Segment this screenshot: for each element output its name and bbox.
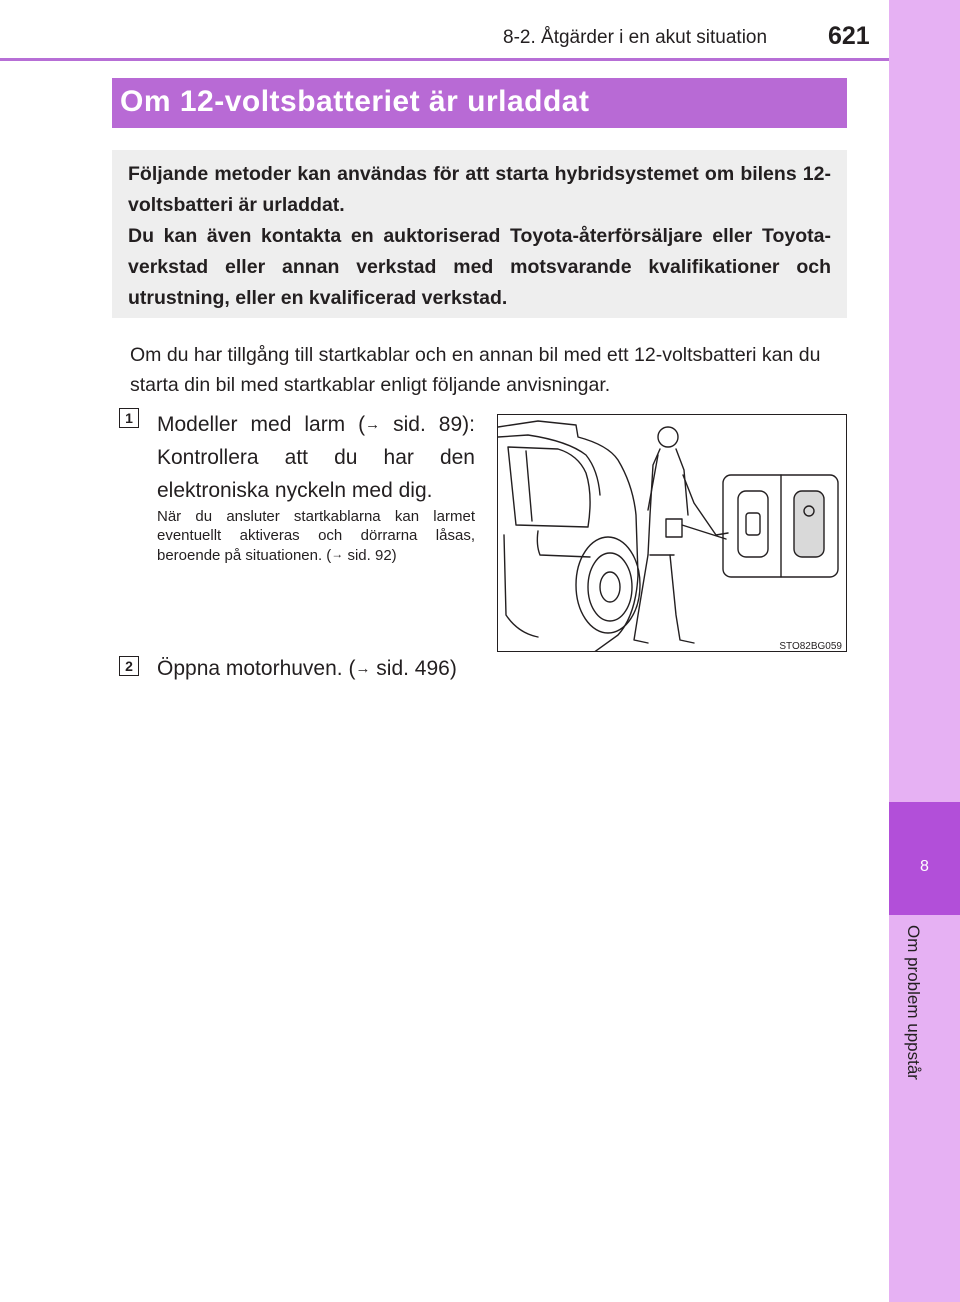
car-person-key-drawing [498, 415, 847, 652]
step-1-text-start: Modeller med larm ( [157, 413, 366, 436]
illustration-smart-key [497, 414, 847, 652]
intro-box [112, 150, 847, 318]
illustration-code: STO82BG059 [779, 641, 842, 652]
arrow-icon: → [355, 660, 371, 677]
intro-paragraph-1: Följande metoder kan användas för att starta hybridsystemet om bilens 12-voltsbatteri är urladdat. [128, 163, 831, 216]
arrow-icon: → [365, 416, 381, 433]
body-paragraph: Om du har tillgång till startkablar och en annan bil med ett 12-voltsbatteri kan du starta din bil med startkablar enligt följande anvisningar. [130, 344, 821, 396]
intro-paragraph-2: Du kan även kontakta en auktoriserad Toyota-återförsäljare eller Toyota-verkstad eller annan verkstad med motsvarande kvalifikationer och utrustning, eller en kvalificerad verkstad. [128, 225, 831, 309]
header-divider [0, 58, 890, 61]
page-title: Om 12-voltsbatteriet är urladdat [112, 78, 847, 128]
step-1-text [157, 408, 475, 507]
step-2-text-end: sid. 496) [370, 657, 457, 680]
step-number-2: 2 [119, 656, 139, 676]
step-2-text-start: Öppna motorhuven. ( [157, 657, 356, 680]
step-1-note-end: sid. 92) [343, 547, 397, 564]
step-number-1: 1 [119, 408, 139, 428]
step-1-note-start: När du ansluter startkablarna kan larmet eventuellt aktiveras och dörrarna låsas, beroende på situationen. ( [157, 508, 475, 564]
step-1-note [157, 507, 475, 565]
step-2-text [157, 654, 457, 684]
page-number: 621 [828, 22, 870, 50]
header-section-title: 8-2. Åtgärder i en akut situation [503, 27, 768, 48]
arrow-icon: → [331, 547, 344, 561]
step-1-text-end: sid. 89): Kontrollera att du har den elektroniska nyckeln med dig. [157, 413, 475, 502]
chapter-label: Om problem uppstår [904, 925, 923, 1080]
chapter-number: 8 [920, 858, 929, 875]
